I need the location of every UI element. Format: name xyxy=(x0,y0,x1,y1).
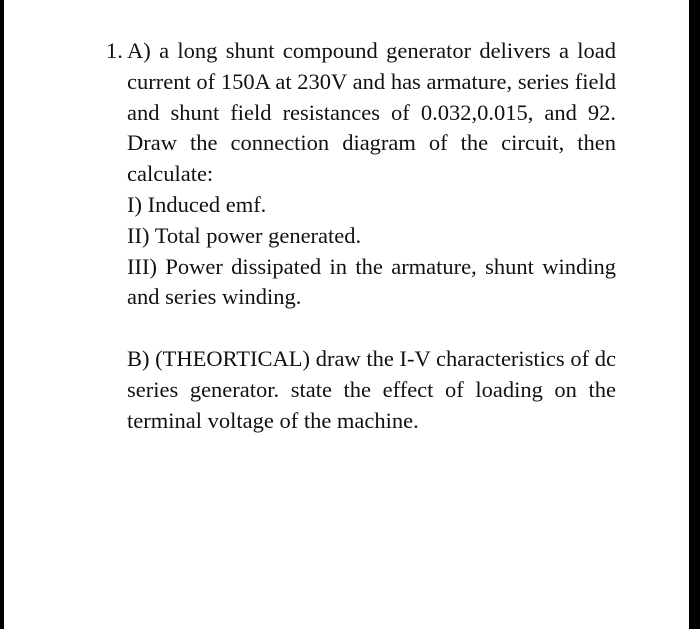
question-1 xyxy=(106,36,616,436)
question-block xyxy=(106,36,616,436)
part-b-text: B) (THEORTICAL) draw the I-V characteristics of dc series generator. state the effect of loading on the terminal voltage of the machine. xyxy=(127,345,616,433)
part-a-text: A) a long shunt compound generator delivers a load current of 150A at 230V and has armature, series field and shunt field resistances of 0.032,0.015, and 92. Draw the connection diagram of the circuit, then calculate: xyxy=(127,38,616,187)
subquestion-1: I) Induced emf. xyxy=(127,191,267,217)
subquestion-2: II) Total power generated. xyxy=(127,222,362,248)
question-body xyxy=(127,36,616,436)
subquestion-3: III) Power dissipated in the armature, shunt winding and series winding. xyxy=(127,253,616,310)
part-a-subquestions xyxy=(127,190,616,313)
right-edge-bar xyxy=(689,0,700,629)
question-number: 1. xyxy=(106,38,123,63)
left-edge-bar xyxy=(0,0,4,629)
